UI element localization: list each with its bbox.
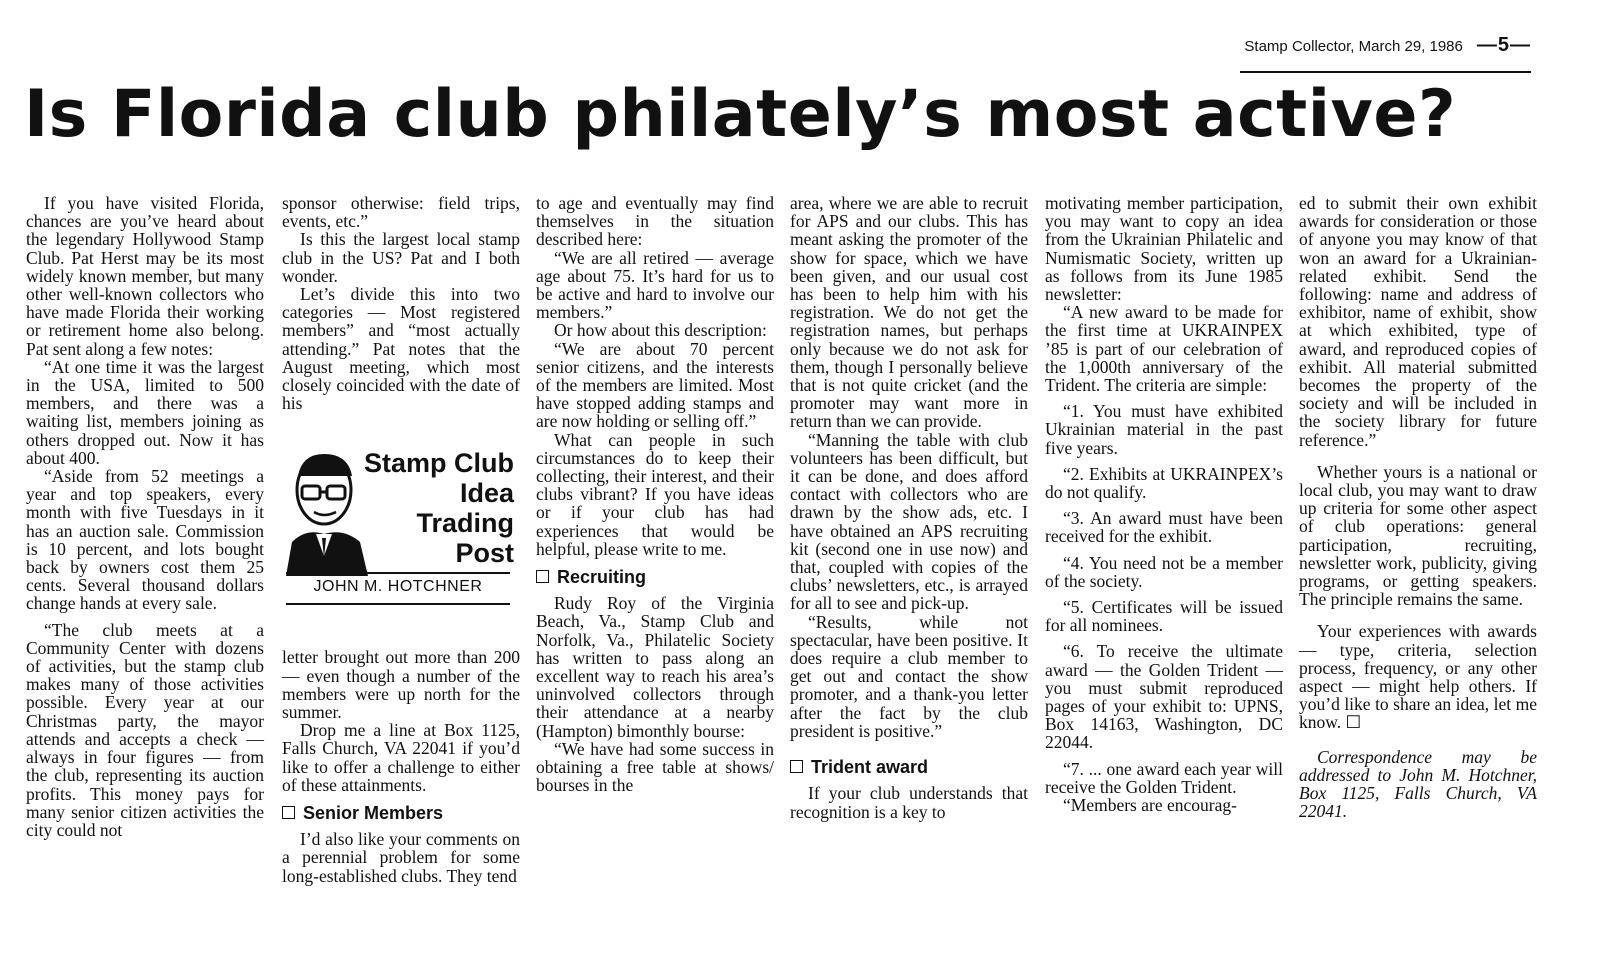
- paragraph: “At one time it was the largest in the USA, limited to 500 members, and there was a waiting list, members joining as others dropped out. Now it has about 400.: [26, 356, 264, 468]
- headline: Is Florida club philately’s most active?: [24, 77, 1457, 152]
- paragraph: area, where we are able to recruit for APS and our clubs. This has meant asking the promoter of the show for space, which we have been given, and our usual cost has been to help him with his registration. We do not get the registration names, but perhaps only because we do not ask for them, though I personally believe that is not quite cricket (and the promoter may want more in return than we can provide.: [790, 193, 1028, 432]
- paragraph: “Aside from 52 meetings a year and top speakers, every month with five Tuesdays in it has an auction sale. Commission is 10 percent, and lots bought back by owners cost them 25 cents. Several thousand dollars change hands at every sale.: [26, 466, 264, 614]
- paragraph: “6. To receive the ultimate award — the Golden Trident — you must submit reproduced pages of your exhibit to: UPNS, Box 14163, Washington, DC 22044.: [1045, 641, 1283, 753]
- column-6: [1299, 194, 1537, 821]
- paragraph: If your club understands that recognition is a key to: [790, 783, 1028, 822]
- paragraph: ed to submit their own exhibit awards for consideration or those of anyone you may know of that won an award for a Ukrainian-related exhibit. Send the following: name and address of exhibitor, name of exhibit, show at which exhibited, type of award, and reproduced copies of exhibit. All material submitted becomes the property of the society and will be included in the society library for future reference.”: [1299, 193, 1537, 450]
- subhead-recruiting: Recruiting: [536, 568, 774, 586]
- paragraph: Is this the largest local stamp club in the US? Pat and I both wonder.: [282, 229, 520, 286]
- paragraph: “2. Exhibits at UKRAINPEX’s do not qualify.: [1045, 463, 1283, 503]
- paragraph: “The club meets at a Community Center with dozens of activities, but the stamp club makes many of those activities possible. Every year at our Christmas party, the mayor attends and accepts a check — always in four figures — from the club, representing its auction profits. This money pays for many senior citizen activities the city could not: [26, 619, 264, 840]
- paragraph: Let’s divide this into two categories — Most registered members” and “most actually attending.” Pat notes that the August meeting, which most closely coincided with the date of his: [282, 284, 520, 414]
- page-number: —5—: [1476, 34, 1531, 56]
- paragraph: I’d also like your comments on a perennial problem for some long-established clubs. They tend: [282, 829, 520, 886]
- author-byline: JOHN M. HOTCHNER: [286, 572, 510, 604]
- logo-line-4: Post: [455, 538, 514, 569]
- paragraph: “Results, while not spectacular, have been positive. It does require a club member to get out and contact the show promoter, and a thank-you letter after the fact by the club president is positive.”: [790, 611, 1028, 741]
- paragraph: motivating member participation, you may want to copy an idea from the Ukrainian Philatelic and Numismatic Society, written up as follows from its June 1985 newsletter:: [1045, 193, 1283, 305]
- checkbox-bullet-icon: [282, 806, 295, 819]
- correspondence-note: Correspondence may be addressed to John M. Hotchner, Box 1125, Falls Church, VA 22041.: [1299, 746, 1537, 822]
- logo-line-2: Idea: [459, 478, 514, 509]
- paragraph: If you have visited Florida, chances are you’ve heard about the legendary Hollywood Stamp Club. Pat Herst may be its most widely known member, but many other well-known collectors who have made Florida their working or retirement home also belong. Pat sent along a few notes:: [26, 193, 264, 359]
- paragraph: “4. You need not be a member of the society.: [1045, 552, 1283, 591]
- paragraph: Or how about this description:: [554, 320, 767, 341]
- paragraph: “We are about 70 percent senior citizens, and the interests of the members are limited. Most have stopped adding stamps and are now holding or selling off.”: [536, 338, 774, 432]
- logo-line-1: Stamp Club: [363, 448, 514, 479]
- column-3: [536, 194, 774, 795]
- publication-line: Stamp Collector, March 29, 1986: [1244, 38, 1463, 55]
- subhead-senior-members: Senior Members: [282, 804, 520, 822]
- paragraph: “5. Certificates will be issued for all nominees.: [1045, 597, 1283, 636]
- paragraph: sponsor otherwise: field trips, events, etc.”: [282, 193, 520, 232]
- logo-line-3: Trading: [416, 508, 514, 539]
- paragraph: Your experiences with awards — type, criteria, selection process, frequency, or any other aspect — might help others. If you’d like to share an idea, let me know. ☐: [1299, 621, 1537, 733]
- header-rule: [1240, 71, 1531, 73]
- paragraph: “We are all retired — average age about 75. It’s hard for us to be active and hard to involve our members.”: [536, 247, 774, 323]
- author-portrait-icon: [282, 446, 372, 576]
- paragraph: “3. An award must have been received for the exhibit.: [1045, 508, 1283, 547]
- paragraph: “7. ... one award each year will receive the Golden Trident.: [1045, 758, 1283, 797]
- column-logo: [282, 446, 514, 626]
- column-4: [790, 194, 1028, 821]
- paragraph: Whether yours is a national or local club, you may want to draw up criteria for some other aspect of club operations: general participation, recruiting, newsletter work, publicity, giving programs, or getting speakers. The principle remains the same.: [1299, 461, 1537, 610]
- paragraph: letter brought out more than 200 — even though a number of the members were up north for the summer.: [282, 647, 520, 723]
- column-5: [1045, 194, 1283, 814]
- paragraph: Drop me a line at Box 1125, Falls Church, VA 22041 if you’d like to offer a challenge to either of these attainments.: [282, 720, 520, 795]
- checkbox-bullet-icon: [536, 570, 549, 583]
- paragraph: What can people in such circumstances do to keep their collecting, their interest, and their clubs vibrant? If you have ideas or if your club has had experiences that would be helpful, please write to me.: [536, 429, 774, 559]
- paragraph: “Members are encourag-: [1063, 795, 1237, 816]
- page-header: [1244, 34, 1531, 57]
- subhead-trident-award: Trident award: [790, 758, 1028, 776]
- column-2: [282, 194, 520, 885]
- paragraph: “Manning the table with club volunteers has been difficult, but it can be done, and does afford contact with collectors who are drawn by the show ads, etc. I have obtained an APS recruiting kit (second one in use now) and that, coupled with copies of the clubs’ newsletters, etc., is arrayed for all to see and pick-up.: [790, 429, 1028, 614]
- paragraph: “1. You must have exhibited Ukrainian material in the past five years.: [1045, 401, 1283, 458]
- paragraph: Rudy Roy of the Virginia Beach, Va., Stamp Club and Norfolk, Va., Philatelic Society has written to pass along an excellent way to reach his area’s uninvolved collectors through their attendance at a nearby (Hampton) bimonthly bourse:: [536, 593, 774, 741]
- paragraph: to age and eventually may find themselves in the situation described here:: [536, 193, 774, 250]
- checkbox-bullet-icon: [790, 760, 803, 773]
- column-1: [26, 194, 264, 839]
- paragraph: “A new award to be made for the first time at UKRAINPEX ’85 is part of our celebration of the 1,000th anniversary of the Trident. The criteria are simple:: [1045, 302, 1283, 396]
- paragraph: “We have had some success in obtaining a free table at shows/ bourses in the: [536, 738, 774, 796]
